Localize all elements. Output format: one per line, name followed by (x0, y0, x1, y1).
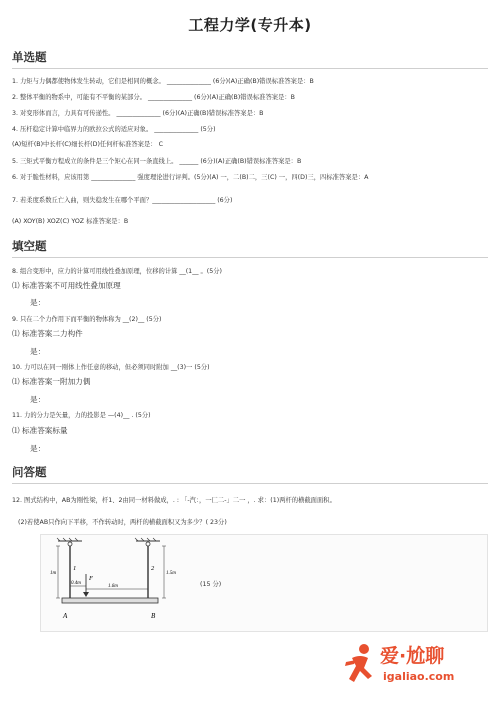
question-12-score: (15 分) (200, 581, 222, 588)
question-6: 6. 对于脆性材料，应该用第 ______________ 强度理论进行评判。(5分)(A) 一，二(B)二，三(C) 一，四(D)三，四标准答案是：A (12, 174, 369, 181)
label-rod-2: 2 (151, 565, 155, 572)
question-1: 1. 力矩与力偶都使物体发生转动，它们是相同的概念。 ______________ (6分)(A)正确(B)错误标准答案是：B (12, 78, 314, 85)
label-b: B (151, 612, 156, 620)
question-10: 10. 力可以在同一刚体上作任意的移动，但必须同时附加 __(3)一 (5分) (12, 364, 210, 371)
question-4: 4. 压杆稳定计算中临界力的欧拉公式的适应对象。 ______________ (5分) (12, 126, 216, 133)
question-5: 5. 三矩式平衡方程成立的条件是三个矩心在同一条直线上。 ______ (6分)(A)正确(B)错误标准答案是：B (12, 158, 302, 165)
section-heading-question-answer: 问答题 (12, 464, 488, 484)
structure-figure (50, 536, 180, 632)
answer-8: ⑴ 标准答案不可用线性叠加原理 (12, 281, 121, 290)
watermark-text: 爱·尬聊 (380, 645, 445, 667)
dim-1-5m: 1.5m (166, 571, 176, 576)
watermark-url: igaliao.com (383, 670, 455, 683)
answer-9: ⑴ 标准答案二力构件 (12, 329, 83, 338)
question-9: 9. 只在二个力作用下而平衡的物体称为 __(2)__ (5分) (12, 316, 162, 323)
question-2: 2. 整体平衡的物系中，可能有不平衡的某部分。 ______________ (6分)(A)正确(B)错误标准答案是：B (12, 94, 295, 101)
question-7: 7. 若柔度系数丘亡入曲，则失稳发生在哪个平面？____________________ (6分) (12, 197, 233, 204)
label-a: A (63, 612, 68, 620)
section-heading-fill-blank: 填空题 (12, 238, 488, 258)
answer-11: ⑴ 标准答案标量 (12, 426, 68, 435)
dim-1-6m: 1.6m (108, 584, 118, 589)
question-11: 11. 力的分力是矢量，力的投影是 —(4)__ . (5分) (12, 412, 151, 419)
label-force: F (89, 575, 93, 582)
answer-9-is: 是： (30, 347, 46, 356)
answer-8-is: 是： (30, 298, 46, 307)
question-12-part-2: (2)若使AB只作向下平移，不作转动时，两杆的横截面积又为多少？( 23分) (18, 519, 227, 526)
question-7-options: (A) XOY(B) XOZ(C) YOZ 标准答案是：B (12, 218, 129, 225)
question-3: 3. 对变形体而言，力具有可传递性。 ______________ (6分)(A)正确(B)错误标准答案是：B (12, 110, 264, 117)
question-4-options: (A)短杆(B)中长杆(C)细长杆(D)任何杆标准答案是： C (12, 141, 163, 148)
label-rod-1: 1 (73, 565, 77, 572)
question-12: 12. 图式结构中，AB为刚性梁，杆1、2由同一材料做成，. : 「-汽：，一匚二-」二一 ，. 求：(1)两杆的横截面面积。 (12, 497, 336, 504)
dim-0-4m: 0.4m (71, 581, 81, 586)
answer-10: ⑴ 标准答案一附加力偶 (12, 377, 91, 386)
runner-logo-icon (342, 642, 378, 690)
question-8: 8. 组合变形中，应力的计算可用线性叠加原理，位移的计算 __(1__ 。(5分) (12, 268, 223, 275)
answer-11-is: 是： (30, 444, 46, 453)
page-title: 工程力学(专升本) (188, 16, 312, 34)
section-heading-single-choice: 单选题 (12, 49, 488, 69)
dim-1m: 1m (50, 571, 57, 576)
answer-10-is: 是： (30, 395, 46, 404)
